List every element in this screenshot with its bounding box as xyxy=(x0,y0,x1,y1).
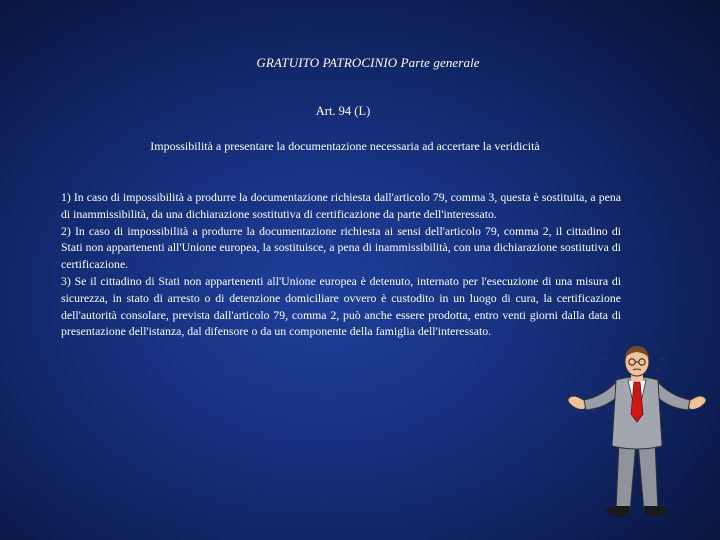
paragraph-1: 1) In caso di impossibilità a produrre la documentazione richiesta dall'articolo 79, comma 3, questa è sostituita, a pena di inammissibilità, da una dichiarazione sostitutiva di certificazione da parte dell'interessato. xyxy=(61,190,621,221)
paragraph-3: 3) Se il cittadino di Stati non appartenenti all'Unione europea è detenuto, internato per l'esecuzione di una misura di sicurezza, in stato di arresto o di detenzione domiciliare ovvero è custodito in un luogo di cura, la certificazione dell'autorità consolare, prevista dall'articolo 79, comma 2, può anche essere prodotta, entro venti giorni dalla data di presentazione dell'istanza, dal difensore o da un componente della famiglia dell'interessato. xyxy=(61,273,621,339)
article-body xyxy=(61,189,621,340)
article-heading: Art. 94 (L) xyxy=(315,104,371,118)
paragraph-2: 2) In caso di impossibilità a produrre la documentazione richiesta ai sensi dell'articolo 79, comma 2, il cittadino di Stati non appartenenti all'Unione europea, la sostituisce, a pena di inammissibilità, con una dichiarazione sostitutiva di certificazione. xyxy=(61,223,621,272)
slide-title: GRATUITO PATROCINIO Parte generale xyxy=(256,55,480,70)
article-subtitle: Impossibilità a presentare la documentazione necessaria ad accertare la veridicità xyxy=(150,139,540,153)
confused-man-shrugging-icon xyxy=(562,346,712,528)
